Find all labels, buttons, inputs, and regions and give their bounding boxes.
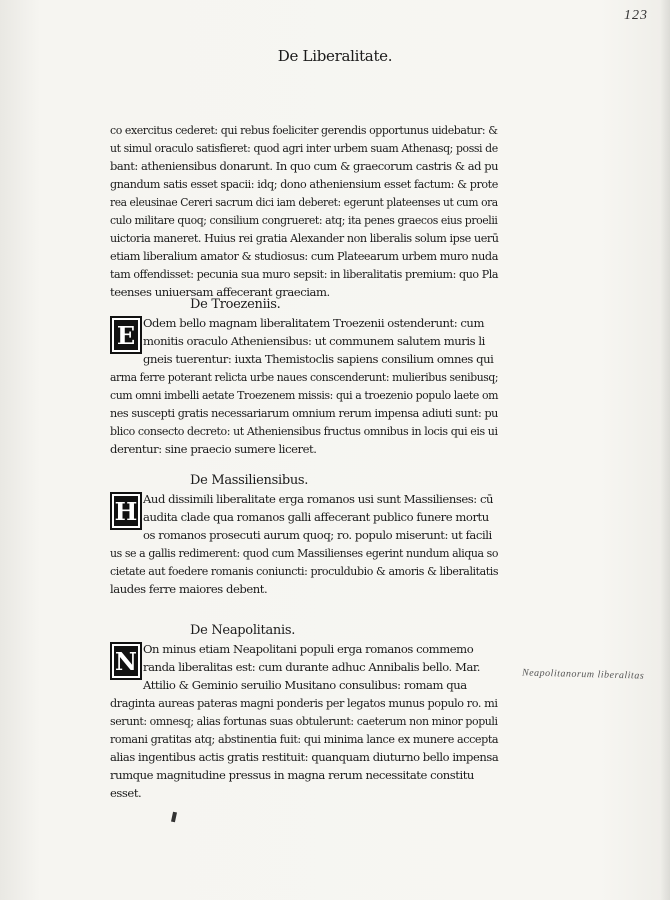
text-line: randa liberalitas est: cum durante adhuc Annibalis bello. Mar. — [143, 660, 480, 674]
decorated-initial: H — [110, 492, 142, 530]
section-title: De Troezeniis. — [190, 297, 281, 312]
folio-number: 123 — [624, 8, 648, 23]
handwritten-margin-note: Neapolitanorum liberalitas — [521, 667, 645, 682]
text-line: rumque magnitudine pressus in magna rerum necessitate constitu — [110, 768, 474, 782]
text-line: uictoria maneret. Huius rei gratia Alexander non liberalis solum ipse uerū — [110, 231, 499, 245]
running-head: De Liberalitate. — [277, 47, 393, 65]
text-line: esset. — [110, 786, 142, 800]
text-line: culo militare quoq; consilium congrueret: atq; ita penes graecos eius proelii — [110, 213, 498, 227]
text-line: etiam liberalium amator & studiosus: cum Plateearum urbem muro nuda — [110, 249, 498, 263]
page-edge-shadow — [660, 0, 670, 900]
section-massiliensibus — [110, 472, 498, 598]
section-continuation — [110, 121, 498, 301]
text-line: arma ferre poterant relicta urbe naues conscenderunt: mulieribus senibusq; — [110, 370, 499, 384]
text-line: draginta aureas pateras magni ponderis per legatos munus populo ro. mi — [110, 696, 498, 710]
section-troezeniis — [110, 296, 498, 458]
decorated-initial: N — [110, 642, 142, 680]
text-line: nes suscepti gratis necessariarum omnium rerum impensa adiuti sunt: pu — [110, 406, 498, 420]
text-line: cum omni imbelli aetate Troezenem missis: qui a troezenio populo laete om — [110, 388, 499, 402]
text-line: teenses uniuersam affecerant graeciam. — [110, 285, 330, 299]
text-line: audita clade qua romanos galli affecerant publico funere mortu — [143, 510, 489, 524]
text-line: Attilio & Geminio seruilio Musitano consulibus: romam qua — [143, 678, 467, 692]
text-line: us se a gallis redimerent: quod cum Massilienses egerint nundum aliqua so — [110, 546, 499, 560]
text-line: On minus etiam Neapolitani populi erga romanos commemo — [143, 642, 474, 656]
text-line: derentur: sine praecio sumere liceret. — [110, 442, 317, 456]
section-title: De Massiliensibus. — [190, 473, 309, 488]
decorated-initial: E — [110, 316, 142, 354]
paragraph — [110, 490, 498, 598]
section-neapolitanis — [110, 622, 498, 802]
text-line: blico consecto decreto: ut Atheniensibus fructus omnibus in locis qui eis ui — [110, 424, 498, 438]
section-title: De Neapolitanis. — [190, 623, 296, 638]
text-line: romani gratitas atq; abstinentia fuit: qui minima lance ex munere accepta — [110, 732, 499, 746]
text-line: Odem bello magnam liberalitatem Troezenii ostenderunt: cum — [143, 316, 484, 330]
text-line: serunt: omnesq; alias fortunas suas obtulerunt: caeterum non minor populi — [110, 714, 498, 728]
text-line: tam offendisset: pecunia sua muro sepsit: in liberalitatis premium: quo Pla — [110, 267, 499, 281]
text-line: alias ingentibus actis gratis restituit: quanquam diuturno bello impensa — [110, 750, 499, 764]
paragraph — [110, 121, 498, 301]
text-line: monitis oraculo Atheniensibus: ut communem salutem muris li — [143, 334, 485, 348]
text-line: ut simul oraculo satisfieret: quod agri inter urbem suam Athenasq; possi de — [110, 141, 498, 155]
text-line: laudes ferre maiores debent. — [110, 582, 268, 596]
text-line: gnandum satis esset spacii: idq; dono atheniensium esset factum: & prote — [110, 177, 498, 191]
text-line: os romanos prosecuti aurum quoq; ro. populo miserunt: ut facili — [143, 528, 492, 542]
text-line: co exercitus cederet: qui rebus foeliciter gerendis opportunus uidebatur: & — [110, 123, 498, 137]
text-line: gneis tuerentur: iuxta Themistoclis sapiens consilium omnes qui — [143, 352, 494, 366]
text-line: bant: atheniensibus donarunt. In quo cum & graecorum castris & ad pu — [110, 159, 499, 173]
text-line: Aud dissimili liberalitate erga romanos usi sunt Massilienses: cū — [143, 492, 493, 506]
paragraph — [110, 640, 498, 802]
text-line: rea eleusinae Cereri sacrum dici iam deberet: egerunt plateenses ut cum ora — [110, 195, 498, 209]
paragraph — [110, 314, 498, 458]
ink-mark — [171, 812, 177, 823]
text-line: cietate aut foedere romanis coniuncti: proculdubio & amoris & liberalitatis — [110, 564, 499, 578]
